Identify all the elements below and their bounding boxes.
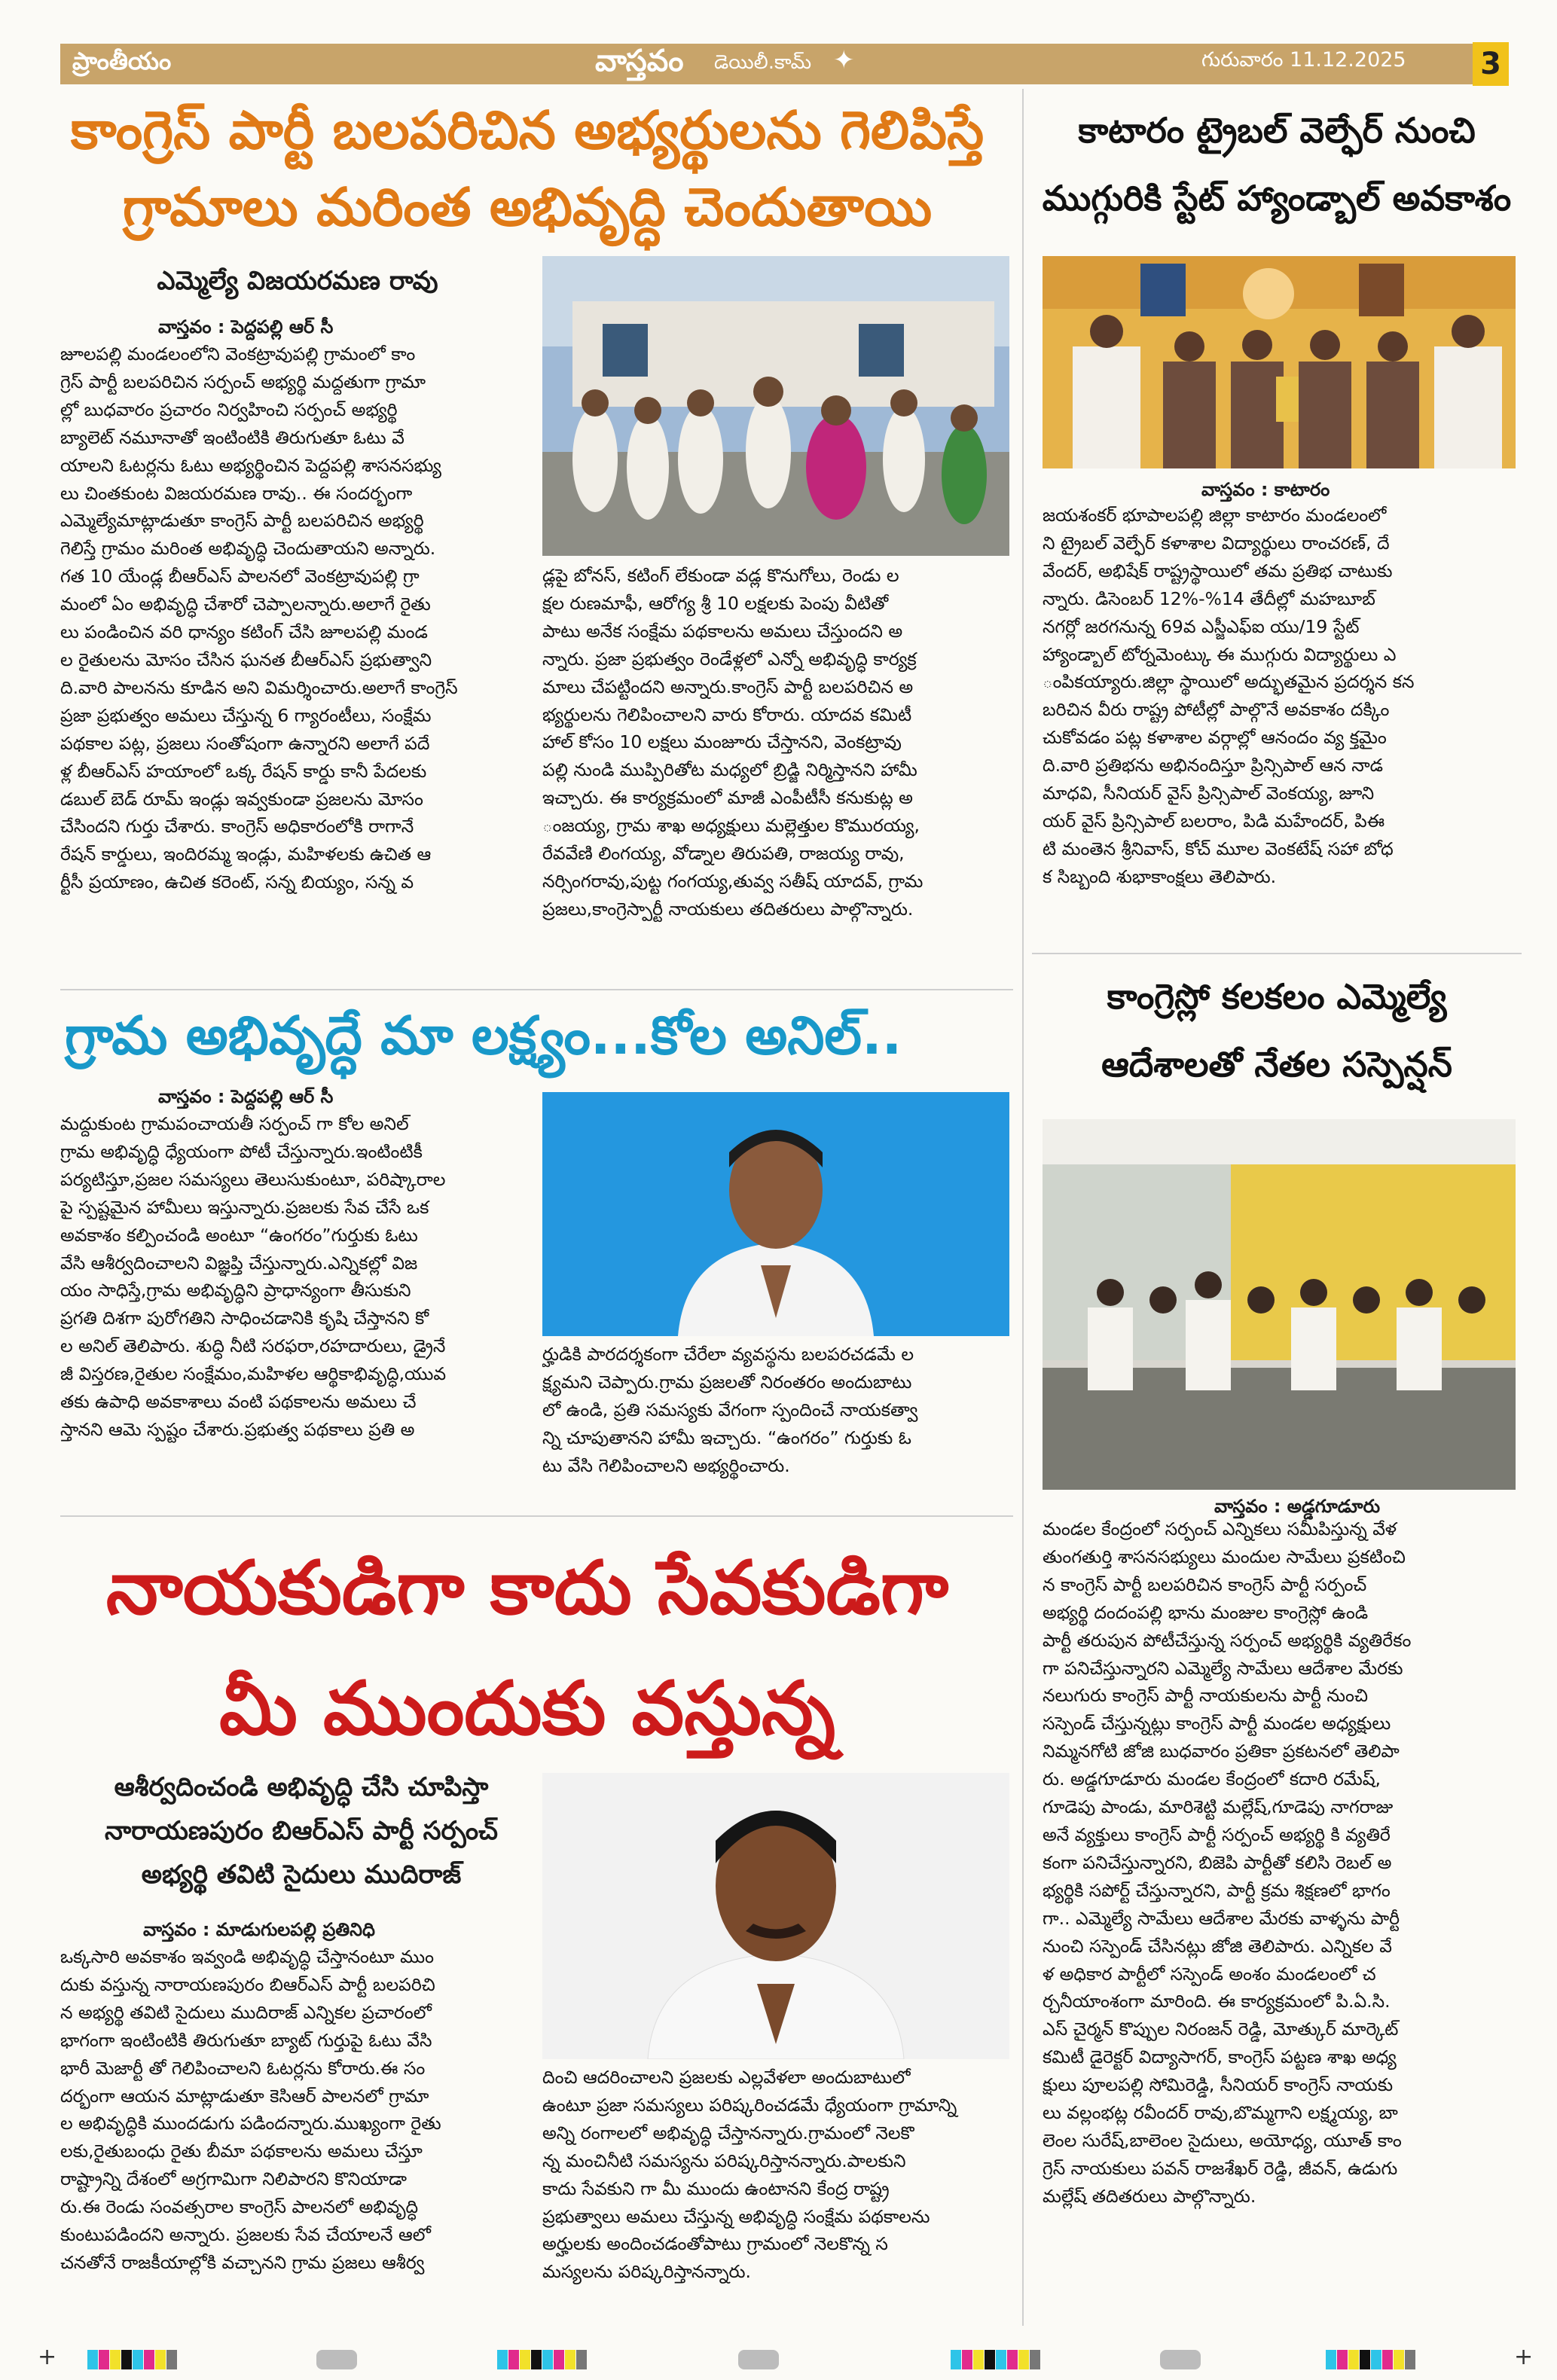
body-line: వేందర్, అభిషేక్ రాష్ట్రస్థాయిలో తమ ప్రతిభ చాటుకు <box>1043 560 1393 581</box>
body-line: ల రైతులను మోసం చేసిన ఘనత బీఆర్ఎస్ ప్రభుత్వాని <box>60 648 432 670</box>
body-line: సస్పెండ్ చేస్తున్నట్లు కాంగ్రెస్ పార్టీ మండల అధ్యక్షులు <box>1043 1713 1391 1735</box>
body-line: లెంల సురేష్,బాలెంల సైదులు, అయోధ్య, యూత్ కాం <box>1043 2129 1402 2151</box>
body-line: రు. అడ్డగూడూరు మండల కేంద్రంలో కదారి రమేష్, <box>1043 1768 1381 1790</box>
body-line: ఎస్ చైర్మన్ కొప్పుల నిరంజన్ రెడ్డి, మోత్కుర్ మార్కెట్ <box>1043 2018 1399 2040</box>
body-line: న్నారు. ప్రజా ప్రభుత్వం రెండేళ్లలో ఎన్నో అభివృద్ధి కార్యక్ర <box>542 648 917 670</box>
body-line: వేసి ఆశీర్వదించాలని విజ్ఞప్తి చేస్తున్నారు.ఎన్నికల్లో విజ <box>60 1252 418 1274</box>
body-line: ల్లో బుధవారం ప్రచారం నిర్వహించి సర్పంచ్ అభ్యర్థి <box>60 398 398 420</box>
body-line: స్తానని ఆమె స్పష్టం చేశారు.ప్రభుత్వ పథకాలు ప్రతి అ <box>60 1418 415 1440</box>
story2-team-photo <box>1043 256 1516 468</box>
brand-subtitle: డెయిలీ.కామ్ <box>714 51 812 74</box>
body-line: జూలపల్లి మండలంలోని వెంకట్రావుపల్లి గ్రామంలో కాం <box>60 343 416 365</box>
body-line: క సిబ్బంది శుభాకాంక్షలు తెలిపారు. <box>1043 865 1277 887</box>
story1-rally-photo <box>542 256 1009 556</box>
crop-mark-icon: + <box>38 2344 57 2370</box>
body-line: గా పనిచేస్తున్నారని ఎమ్మెల్యే సామేలు ఆదేశాల మేరకు <box>1043 1657 1403 1679</box>
body-line: క్షల రుణమాఫీ, ఆరోగ్య శ్రీ 10 లక్షలకు పెంపు వీటితో <box>542 592 889 614</box>
story5-subhead-line1: ఆశీర్వదించండి అభివృద్ధి చేసి చూపిస్తా <box>114 1772 489 1802</box>
section-divider <box>60 989 1013 990</box>
page-number: 3 <box>1473 42 1509 86</box>
bird-icon: ✦ <box>833 45 855 75</box>
body-line: లు పండించిన వరి ధాన్యం కటింగ్ చేసి జూలపల్లి మండ <box>60 621 428 643</box>
body-line: లు చింతకుంట విజయరమణ రావు.. ఈ సందర్భంగా <box>60 482 413 504</box>
body-line: గ్రెస్ నాయకులు పవన్ రాజశేఖర్ రెడ్డి, జీవన్, ఉడుగు <box>1043 2157 1398 2179</box>
body-line: టు వేసి గెలిపించాలని అభ్యర్థించారు. <box>542 1454 790 1476</box>
body-line: నగర్లో జరగనున్న 69వ ఎస్జీఎఫ్ఐ యు/19 స్టేట్ <box>1043 615 1360 637</box>
body-line: ప్రగతి దిశగా పురోగతిని సాధించడానికి కృషి చేస్తానని కో <box>60 1307 429 1329</box>
body-line: న్ని చూపుతానని హామీ ఇచ్చారు. “ఉంగరం” గుర్తుకు ఓ <box>542 1426 911 1448</box>
body-line: మండల కేంద్రంలో సర్పంచ్ ఎన్నికలు సమీపిస్తున్న వేళ <box>1043 1518 1397 1539</box>
body-line: ంజయ్య, గ్రామ శాఖ అధ్యక్షులు మల్లెత్తుల కొమురయ్య, <box>542 815 920 837</box>
story5-body-col2 <box>542 2064 1011 2286</box>
story1-body-col1 <box>60 340 529 896</box>
color-registration-bar <box>87 2350 178 2369</box>
body-line: ర్చనీయాంశంగా మారింది. ఈ కార్యక్రమంలో పి.ఏ.సి. <box>1043 1991 1391 2012</box>
body-line: రేవవేణి లింగయ్య, వోడ్నాల తిరుపతి, రాజయ్య రావు, <box>542 843 905 865</box>
body-line: లు వల్లంభట్ల రవీందర్ రావు,బొమ్మగాని లక్ష్మయ్య, బా <box>1043 2102 1398 2124</box>
body-line: యర్ వైస్ ప్రిన్సిపాల్ బలరాం, పిడి మహేందర్, పిఈ <box>1043 810 1385 831</box>
body-line: చనతోనే రాజకీయాల్లోకి వచ్చానని గ్రామ ప్రజలు ఆశీర్వ <box>60 2251 425 2273</box>
body-line: ళ అధికార పార్టీలో సస్పెండ్ అంశం మండలంలో చ <box>1043 1963 1376 1985</box>
body-line: నర్సింగరావు,పుట్ట గంగయ్య,తువ్వ సతీష్ యాదవ్, గ్రామ <box>542 870 924 892</box>
body-line: న కాంగ్రెస్ పార్టీ బలపరిచిన కాంగ్రెస్ పార్టీ సర్పంచ్ <box>1043 1573 1367 1595</box>
body-line: ప్రజలు,కాంగ్రెస్పార్టీ నాయకులు తదితరులు పాల్గొన్నారు. <box>542 898 914 920</box>
body-line: మంలో ఏం అభివృద్ధి చేశారో చెప్పాలన్నారు.అలాగే రైతు <box>60 593 431 615</box>
body-line: పార్టీ తరుపున పోటీచేస్తున్న సర్పంచ్ అభ్యర్థికి వ్యతిరేకం <box>1043 1629 1412 1651</box>
story1-subhead: ఎమ్మెల్యే విజయరమణ రావు <box>157 266 438 296</box>
crop-mark-icon: + <box>1514 2344 1534 2370</box>
body-line: ర్హుడికి పారదర్శకంగా చేరేలా వ్యవస్థను బలపరచడమే ల <box>542 1344 914 1365</box>
body-line: భాగంగా ఇంటింటికి తిరుగుతూ బ్యాట్ గుర్తుపై ఓటు వేసి <box>60 2029 432 2051</box>
body-line: భారీ మెజార్టీ తో గెలిపించాలని ఓటర్లను కోరారు.ఈ సం <box>60 2057 426 2079</box>
body-line: పల్లి నుండి ముప్పిరితోట మధ్యలో బ్రిడ్జి నిర్మిస్తానని హామీ <box>542 759 917 781</box>
color-registration-bar <box>497 2350 588 2369</box>
body-line: లకు,రైతుబంధు రైతు బీమా పథకాలను అమలు చేస్తూ <box>60 2140 423 2162</box>
body-line: కంగా పనిచేస్తున్నారని, బిజెపి పార్టీతో కలిసి రెబల్ అ <box>1043 1851 1392 1873</box>
body-line: గ్రెస్ పార్టీ బలపరిచిన సర్పంచ్ అభ్యర్థి మద్దతుగా గ్రామా <box>60 371 426 392</box>
body-line: అన్ని రంగాలలో అభివృద్ధి చేస్తానన్నారు.గ్రామంలో నెలకొ <box>542 2122 914 2144</box>
body-line: ప్రభుత్వాలు అమలు చేస్తున్న అభివృద్ధి సంక్షేమ పథకాలను <box>542 2205 930 2227</box>
body-line: అనే వ్యక్తులు కాంగ్రెస్ పార్టీ సర్పంచ్ అభ్యర్థి కి వ్యతిరే <box>1043 1823 1391 1845</box>
body-line: నుంచి సస్పెండ్ చేసినట్లు జోజి తెలిపారు. ఎన్నికల వే <box>1043 1935 1392 1957</box>
story5-dateline: వాస్తవం : మాడుగులపల్లి ప్రతినిధి <box>143 1919 375 1940</box>
body-line: కాదు సేవకుని గా మీ ముందు ఉంటానని కేంద్ర రాష్ట్ర <box>542 2177 890 2199</box>
body-line: పర్యటిస్తూ,ప్రజల సమస్యలు తెలుసుకుంటూ, పరిష్కారాల <box>60 1168 446 1190</box>
story2-dateline: వాస్తవం : కాటారం <box>1201 479 1330 500</box>
story4-dateline: వాస్తవం : అడ్డగూడూరు <box>1214 1496 1381 1517</box>
registration-block <box>1160 2350 1201 2369</box>
story5-headline-line2: మీ ముందుకు వస్తున్న <box>219 1666 835 1752</box>
story2-headline-line2: ముగ్గురికి స్టేట్ హ్యాండ్బాల్ అవకాశం <box>1042 178 1512 218</box>
story5-headline-line1: నాయకుడిగా కాదు సేవకుడిగా <box>105 1545 949 1631</box>
body-line: ఎమ్మెల్యేమాట్లాడుతూ కాంగ్రెస్ పార్టీ బలపరిచిన అభ్యర్థి <box>60 510 424 532</box>
body-line: ఉంటూ ప్రజా సమస్యలు పరిష్కరించడమే ధ్యేయంగా గ్రామాన్ని <box>542 2094 957 2116</box>
story3-body-col1 <box>60 1110 529 1444</box>
story2-headline-line1: కాటారం ట్రైబల్ వెల్ఫేర్ నుంచి <box>1078 110 1476 151</box>
story4-headline-line2: ఆదేశాలతో నేతల సస్పెన్షన్ <box>1101 1044 1452 1085</box>
body-line: టి మంతెన శ్రీనివాస్, కోచ్ మూల వెంకటేష్ సహా బోధ <box>1043 838 1394 859</box>
body-line: క్షులు పూలపల్లి సోమిరెడ్డి, సీనియర్ కాంగ్రెస్ నాయకు <box>1043 2074 1394 2096</box>
story1-headline-line2: గ్రామాలు మరింత అభివృద్ధి చెందుతాయి <box>122 176 933 238</box>
body-line: అవకాశం కల్పించండి అంటూ “ఉంగరం”గుర్తుకు ఓటు <box>60 1224 418 1246</box>
story4-meeting-photo <box>1043 1119 1516 1490</box>
body-line: బ్యాలెట్ నమూనాతో ఇంటింటికి తిరుగుతూ ఓటు వే <box>60 426 405 448</box>
body-line: తకు ఉపాధి అవకాశాలు వంటి పథకాలను అమలు చే <box>60 1391 417 1413</box>
body-line: గత 10 యేండ్ల బీఆర్ఎస్ పాలనలో వెంకట్రావుపల్లి గ్రా <box>60 566 420 587</box>
story2-body <box>1043 502 1516 891</box>
column-divider <box>1022 89 1024 2326</box>
body-line: హ్యాండ్బాల్ టోర్నమెంట్కు ఈ ముగ్గురు విద్యార్థులు ఎ <box>1043 643 1397 665</box>
story1-body-col2 <box>542 562 1011 923</box>
section-divider <box>60 1515 1013 1517</box>
story1-headline-line1: కాంగ్రెస్ పార్టీ బలపరిచిన అభ్యర్థులను గెలిపిస్తే <box>70 99 985 161</box>
body-line: గూడెపు పాండు, మారిశెట్టి మల్లేష్,గూడెపు నాగరాజు <box>1043 1796 1394 1818</box>
story5-subhead-line2: నారాయణపురం బిఆర్ఎస్ పార్టీ సర్పంచ్ <box>104 1816 498 1846</box>
body-line: మస్యలను పరిష్కరిస్తానన్నారు. <box>542 2261 752 2283</box>
body-line: జీ విస్తరణ,రైతుల సంక్షేమం,మహిళల ఆర్థికాభివృద్ధి,యువ <box>60 1363 447 1385</box>
body-line: చేసిందని గుర్తు చేశారు. కాంగ్రెస్ అధికారంలోకి రాగానే <box>60 816 414 838</box>
story3-body-col2 <box>542 1341 1011 1480</box>
body-line: భ్యర్థికి సపోర్ట్ చేస్తున్నారని, పార్టీ క్రమ శిక్షణలో భాగం <box>1043 1879 1391 1901</box>
body-line: మల్లేష్ తదితరులు పాల్గొన్నారు. <box>1043 2185 1256 2207</box>
body-line: గా.. ఎమ్మెల్యే సామేలు ఆదేశాల మేరకు వాళ్ళను పార్టీ <box>1043 1907 1400 1929</box>
body-line: తుంగతుర్తి శాసనసభ్యులు మందుల సామేలు ప్రకటించి <box>1043 1545 1406 1567</box>
story5-candidate-photo <box>542 1773 1009 2059</box>
body-line: అర్హులకు అందించడంతోపాటు గ్రామంలో నెలకొన్న స <box>542 2233 888 2255</box>
body-line: ల అనిల్ తెలిపారు. శుద్ధి నీటి సరఫరా,రహదారులు, డ్రైనే <box>60 1335 446 1357</box>
body-line: ది.వారి పాలనను కూడిన అని విమర్శించారు.అలాగే కాంగ్రెస్ <box>60 676 458 698</box>
body-line: భ్యర్థులను గెలిపించాలని వారు కోరారు. యాదవ కమిటీ <box>542 703 912 725</box>
registration-block <box>738 2350 779 2369</box>
body-line: అభ్యర్థి దందంపల్లి భాను మంజుల కాంగ్రెస్లో ఉండి <box>1043 1601 1369 1623</box>
issue-date: గురువారం 11.12.2025 <box>1201 48 1406 72</box>
body-line: మాలు చేపట్టిందని అన్నారు.కాంగ్రెస్ పార్టీ బలపరిచిన అ <box>542 676 914 697</box>
body-line: కుంటుపడిందని అన్నారు. ప్రజలకు సేవ చేయాలనే ఆలో <box>60 2224 431 2246</box>
body-line: ఇచ్చారు. ఈ కార్యక్రమంలో మాజీ ఎంపీటీసీ కనుకుట్ల అ <box>542 787 913 809</box>
body-line: చుకోవడం పట్ల కళాశాల వర్గాల్లో ఆనందం వ్య క్తమైం <box>1043 727 1387 749</box>
body-line: ని ట్రైబల్ వెల్ఫేర్ కళాశాల విద్యార్థులు రాంచరణ్, దే <box>1043 532 1390 554</box>
body-line: యం సాధిస్తే,గ్రామ అభివృద్ధిని ప్రాధాన్యంగా తీసుకుని <box>60 1280 411 1301</box>
story5-subhead-line3: అభ్యర్థి తవిటి సైదులు ముదిరాజ్ <box>141 1860 462 1890</box>
color-registration-bar <box>1326 2350 1416 2369</box>
body-line: గ్రామ అభివృద్ధి ధ్యేయంగా పోటీ చేస్తున్నారు.ఇంటింటికీ <box>60 1140 423 1162</box>
body-line: క్ష్యమని చెప్పారు.గ్రామ ప్రజలతో నిరంతరం అందుబాటు <box>542 1371 912 1393</box>
story3-dateline: వాస్తవం : పెద్దపల్లి ఆర్ సీ <box>158 1086 334 1107</box>
body-line: ది.వారి ప్రతిభను అభినందిస్తూ ప్రిన్సిపాల్ ఆన నాడ <box>1043 755 1384 777</box>
body-line: రు.ఈ రెండు సంవత్సరాల కాంగ్రెస్ పాలనలో అభివృద్ధి <box>60 2196 419 2218</box>
body-line: ర్టీసీ ప్రయాణం, ఉచిత కరెంట్, సన్న బియ్యం, సన్న వ <box>60 871 414 893</box>
section-label: ప్రాంతీయం <box>72 47 172 75</box>
body-line: దుకు వస్తున్న నారాయణపురం బిఆర్ఎస్ పార్టీ బలపరిచి <box>60 1973 435 1995</box>
story4-body <box>1043 1515 1516 2211</box>
body-line: రాష్ట్రాన్ని దేశంలో అగ్రగామిగా నిలిపారని కొనియాడా <box>60 2168 407 2190</box>
body-line: పాటు అనేక సంక్షేమ పథకాలను అమలు చేస్తుందని అ <box>542 620 903 642</box>
body-line: డబుల్ బెడ్ రూమ్ ఇండ్లు ఇవ్వకుండా ప్రజలను మోసం <box>60 788 423 810</box>
body-line: యాలని ఓటర్లను ఓటు అభ్యర్థించిన పెద్దపల్లి శాసనసభ్యు <box>60 454 441 476</box>
body-line: న్న మంచినీటి సమస్యను పరిష్కరిస్తానన్నారు.పాలకుని <box>542 2150 906 2171</box>
body-line: పథకాల పట్ల, ప్రజలు సంతోషంగా ఉన్నారని అలాగే పదే <box>60 732 430 754</box>
color-registration-bar <box>951 2350 1041 2369</box>
body-line: న అభ్యర్థి తవిటి సైదులు ముదిరాజ్ ఎన్నికల ప్రచారంలో <box>60 2001 432 2023</box>
body-line: బరిచిన వీరు రాష్ట్ర పోటీల్లో పాల్గొనే అవకాశం దక్కిం <box>1043 699 1390 721</box>
body-line: దర్భంగా ఆయన మాట్లాడుతూ కెసిఆర్ పాలనలో గ్రామా <box>60 2085 429 2107</box>
story1-dateline: వాస్తవం : పెద్దపల్లి ఆర్ సీ <box>158 316 334 337</box>
body-line: నిమ్మనగోటి జోజి బుధవారం ప్రతికా ప్రకటనలో తెలిపా <box>1043 1741 1400 1762</box>
section-divider <box>1032 953 1522 954</box>
story3-candidate-photo <box>542 1092 1009 1336</box>
body-line: న్నారు. డిసెంబర్ 12%-%14 తేదీల్లో మహబూబ్ <box>1043 587 1375 609</box>
body-line: నలుగురు కాంగ్రెస్ పార్టీ నాయకులను పార్టీ నుంచి <box>1043 1685 1368 1707</box>
body-line: డ్లపై బోనస్, కటింగ్ లేకుండా వడ్ల కొనుగోలు, రెండు ల <box>542 565 899 586</box>
body-line: హాల్ కోసం 10 లక్షలు మంజూరు చేస్తానని, వెంకట్రావు <box>542 731 902 753</box>
body-line: ళ్ల బీఆర్ఎస్ హయాంలో ఒక్క రేషన్ కార్డు కానీ పేదలకు <box>60 760 427 782</box>
brand-logo: వాస్తవం <box>595 44 684 78</box>
story5-body-col1 <box>60 1943 529 2277</box>
body-line: ంపికయ్యారు.జిల్లా స్థాయిలో అద్భుతమైన ప్రదర్శన కన <box>1043 671 1415 693</box>
body-line: ప్రజా ప్రభుత్వం అమలు చేస్తున్న 6 గ్యారంటీలు, సంక్షేమ <box>60 704 432 726</box>
body-line: ఒక్కసారి అవకాశం ఇవ్వండి అభివృద్ధి చేస్తానంటూ ముం <box>60 1946 435 1967</box>
story4-headline-line1: కాంగ్రెస్లో కలకలం ఎమ్మెల్యే <box>1107 976 1447 1017</box>
registration-block <box>316 2350 357 2369</box>
body-line: ల అభివృద్ధికి ముందడుగు పడిందన్నారు.ముఖ్యంగా రైతు <box>60 2113 441 2134</box>
body-line: లో ఉండి, ప్రతి సమస్యకు వేగంగా స్పందించే నాయకత్వా <box>542 1399 918 1420</box>
body-line: మద్దుకుంట గ్రామపంచాయతీ సర్పంచ్ గా కోల అనిల్ <box>60 1113 409 1134</box>
body-line: మాధవి, సీనియర్ వైస్ ప్రిన్సిపాల్ వెంకయ్య, జూని <box>1043 783 1375 804</box>
body-line: దించి ఆదరించాలని ప్రజలకు ఎల్లవేళలా అందుబాటులో <box>542 2067 911 2088</box>
body-line: కమిటీ డైరెక్టర్ విద్యాసాగర్, కాంగ్రెస్ పట్టణ శాఖ అధ్య <box>1043 2046 1397 2068</box>
story3-headline: గ్రామ అభివృద్ధే మా లక్ష్యం...కోల అనిల్.. <box>65 1005 902 1066</box>
body-line: రేషన్ కార్డులు, ఇందిరమ్మ ఇండ్లు, మహిళలకు ఉచిత ఆ <box>60 844 432 865</box>
body-line: పై స్పష్టమైన హామీలు ఇస్తున్నారు.ప్రజలకు సేవ చేసే ఒక <box>60 1196 429 1218</box>
body-line: జయశంకర్ భూపాలపల్లి జిల్లా కాటారం మండలంలో <box>1043 505 1387 526</box>
body-line: గెలిస్తే గ్రామం మరింత అభివృద్ధి చెందుతాయని అన్నారు. <box>60 538 436 560</box>
